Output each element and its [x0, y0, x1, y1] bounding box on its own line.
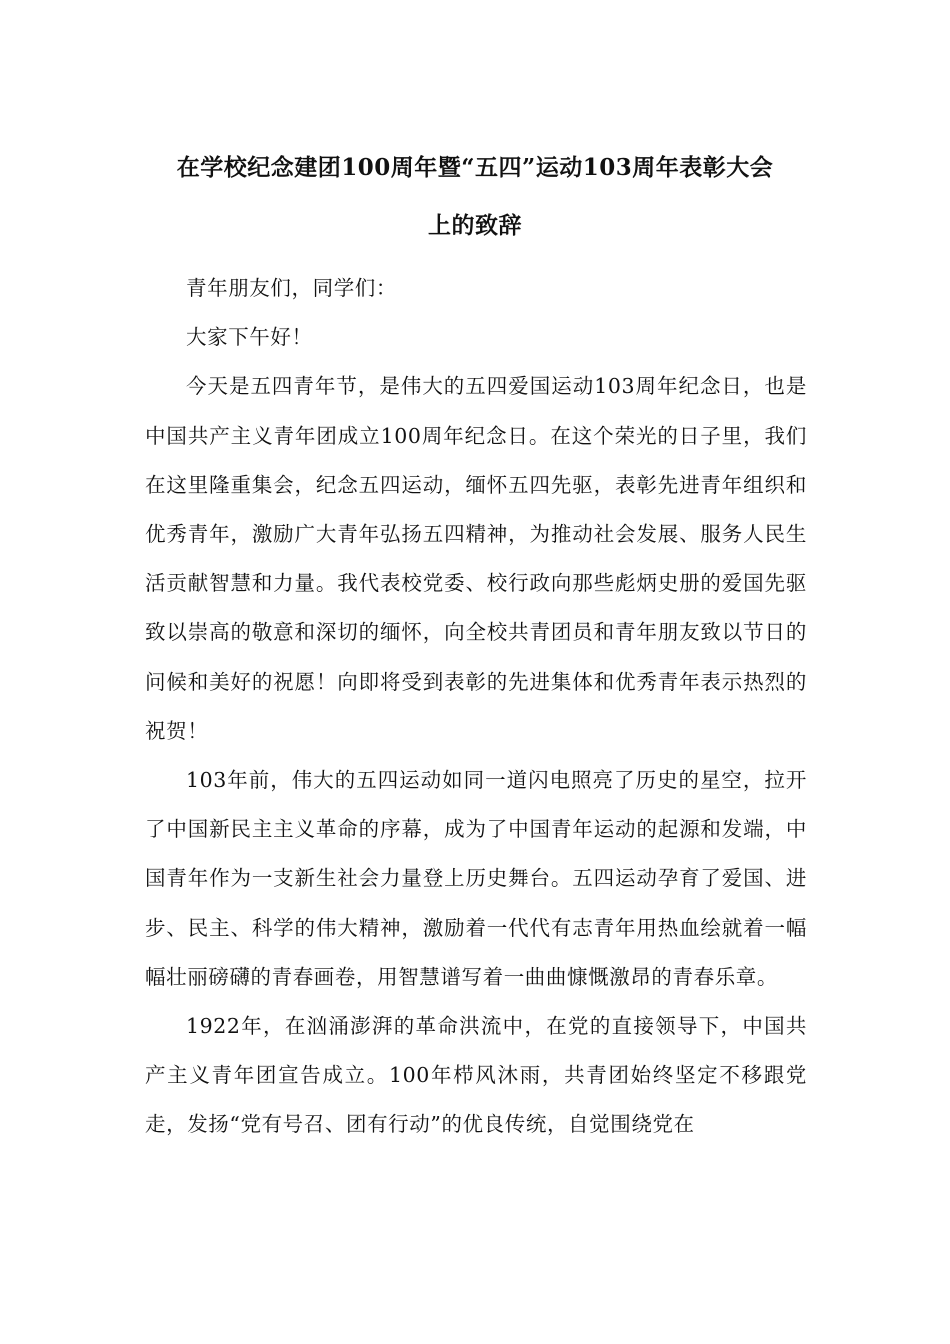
document-title-line-2: 上的致辞 [428, 212, 522, 239]
body-paragraph: 今天是五四青年节，是伟大的五四爱国运动103周年纪念日，也是中国共产主义青年团成立100周年纪念日。在这个荣光的日子里，我们在这里隆重集会，纪念五四运动，缅怀五四先驱，表彰先进青年组织和优秀青年，激励广大青年弘扬五四精神，为推动社会发展、服务人民生活贡献智慧和力量。我代表校党委、校行政向那些彪炳史册的爱国先驱致以崇高的敬意和深切的缅怀，向全校共青团员和青年朋友致以节日的问候和美好的祝愿！向即将受到表彰的先进集体和优秀青年表示热烈的祝贺！ [145, 374, 807, 743]
body-paragraph: 1922年，在汹涌澎湃的革命洪流中，在党的直接领导下，中国共产主义青年团宣告成立。100年栉风沐雨，共青团始终坚定不移跟党走，发扬“党有号召、团有行动”的优良传统，自觉围绕党在 [145, 1014, 807, 1137]
body-paragraph: 103年前，伟大的五四运动如同一道闪电照亮了历史的星空，拉开了中国新民主主义革命的序幕，成为了中国青年运动的起源和发端，中国青年作为一支新生社会力量登上历史舞台。五四运动孕育了爱国、进步、民主、科学的伟大精神，激励着一代代有志青年用热血绘就着一幅幅壮丽磅礴的青春画卷，用智慧谱写着一曲曲慷慨激昂的青春乐章。 [145, 768, 807, 989]
salutation: 青年朋友们，同学们： [186, 276, 397, 300]
greeting: 大家下午好！ [186, 325, 313, 350]
document-title-line-1: 在学校纪念建团100周年暨“五四”运动103周年表彰大会 [176, 154, 774, 181]
document-body [145, 264, 807, 1150]
